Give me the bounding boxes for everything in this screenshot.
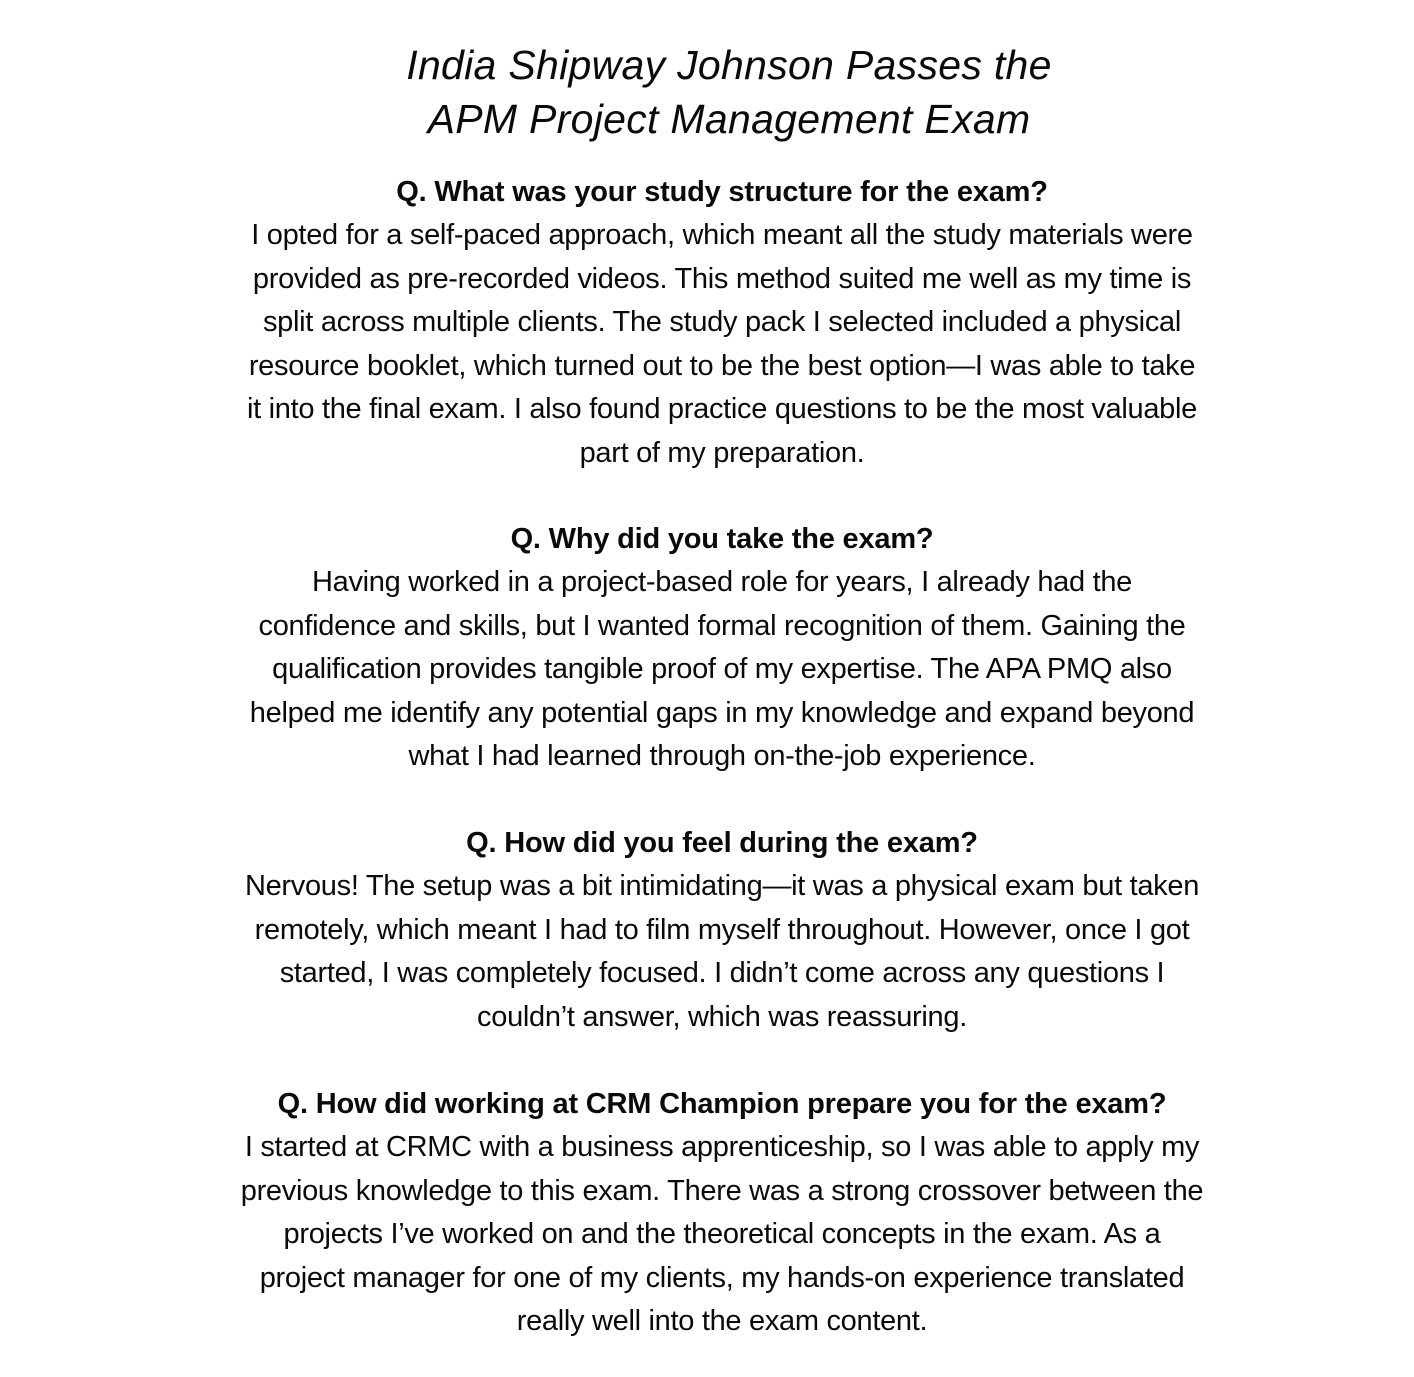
answer-paragraph: [30, 1126, 1414, 1344]
question-heading: Q. How did working at CRM Champion prepare you for the exam?: [277, 1088, 1167, 1120]
answer-line: couldn’t answer, which was reassuring.: [477, 1000, 967, 1033]
answer-line: remotely, which meant I had to film myself throughout. However, once I got: [254, 913, 1190, 946]
answer-paragraph: [30, 214, 1414, 475]
answer-line: projects I’ve worked on and the theoretical concepts in the exam. As a: [283, 1218, 1161, 1250]
title-line: India Shipway Johnson Passes the: [406, 42, 1052, 88]
qa-section-feelings: [0, 822, 1414, 1039]
answer-line: qualification provides tangible proof of my expertise. The APA PMQ also: [272, 653, 1172, 685]
qa-section-crm-champion: [0, 1083, 1414, 1344]
answer-line: Nervous! The setup was a bit intimidating—it was a physical exam but taken: [244, 870, 1200, 902]
question-heading: Q. What was your study structure for the exam?: [396, 176, 1048, 208]
question-heading: Q. How did you feel during the exam?: [466, 827, 978, 859]
answer-line: project manager for one of my clients, my hands-on experience translated: [259, 1261, 1185, 1294]
answer-line: I started at CRMC with a business apprenticeship, so I was able to apply my: [244, 1131, 1200, 1163]
question-heading: Q. Why did you take the exam?: [510, 523, 934, 555]
page-title: [0, 38, 1414, 146]
answer-line: what I had learned through on-the-job experience.: [408, 740, 1036, 772]
qa-section-why-exam: [0, 518, 1414, 779]
answer-line: confidence and skills, but I wanted formal recognition of them. Gaining the: [258, 609, 1186, 642]
answer-line: it into the final exam. I also found practice questions to be the most valuable: [247, 393, 1197, 425]
answer-line: I opted for a self-paced approach, which meant all the study materials were: [251, 219, 1193, 251]
answer-line: provided as pre-recorded videos. This method suited me well as my time is: [252, 262, 1192, 295]
answer-line: resource booklet, which turned out to be the best option—I was able to take: [248, 349, 1196, 382]
answer-paragraph: [30, 561, 1414, 779]
answer-paragraph: [30, 865, 1414, 1039]
answer-line: really well into the exam content.: [516, 1305, 928, 1337]
answer-line: Having worked in a project-based role for years, I already had the: [311, 566, 1133, 598]
answer-line: part of my preparation.: [579, 436, 865, 469]
answer-line: started, I was completely focused. I didn’t come across any questions I: [279, 957, 1165, 989]
answer-line: helped me identify any potential gaps in my knowledge and expand beyond: [249, 696, 1195, 729]
answer-line: split across multiple clients. The study pack I selected included a physical: [262, 306, 1182, 338]
title-line: APM Project Management Exam: [427, 96, 1031, 142]
answer-line: previous knowledge to this exam. There was a strong crossover between the: [240, 1174, 1204, 1207]
qa-section-study-structure: [0, 171, 1414, 475]
